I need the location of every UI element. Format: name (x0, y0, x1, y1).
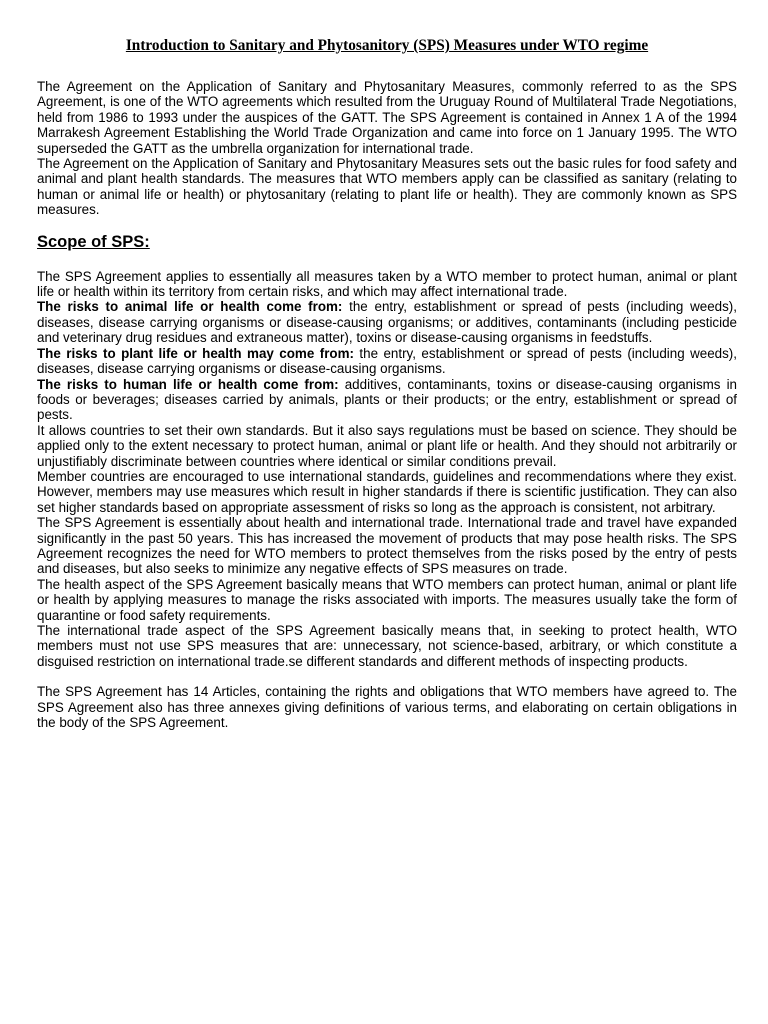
scope-heading: Scope of SPS: (37, 232, 150, 251)
plant-risk-label: The risks to plant life or health may come from: (37, 345, 354, 361)
document-title: Introduction to Sanitary and Phytosanitory (SPS) Measures under WTO regime (125, 37, 649, 54)
international-standards-paragraph: Member countries are encouraged to use international standards, guidelines and recommendations where they exist. However, members may use measures which result in higher standards if there is scientific justification. They can also set higher standards based on appropriate assessment of risks so long as the approach is consistent, not arbitrary. (37, 468, 737, 515)
health-trade-paragraph: The SPS Agreement is essentially about health and international trade. International trade and travel have expanded significantly in the past 50 years. This has increased the movement of products that may pose health risks. The SPS Agreement recognizes the need for WTO members to protect themselves from the risks posed by the entry of pests and diseases, but also seeks to minimize any negative effects of SPS measures on trade. (37, 515, 737, 577)
health-aspect-paragraph: The health aspect of the SPS Agreement basically means that WTO members can protect human, animal or plant life or health by applying measures to manage the risks associated with imports. The measures usually take the form of quarantine or food safety requirements. (37, 576, 737, 623)
scope-intro-paragraph: The SPS Agreement applies to essentially all measures taken by a WTO member to protect human, animal or plant life or health within its territory from certain risks, and which may affect international trade. (37, 268, 737, 300)
trade-aspect-paragraph: The international trade aspect of the SPS Agreement basically means that, in seeking to protect health, WTO members must not use SPS measures that are: unnecessary, not science-based, arbitrary, or which constitute a disguised restriction on international trade.se different standards and different methods of inspecting products. (37, 623, 737, 669)
animal-risk-label: The risks to animal life or health come from: (37, 299, 343, 315)
animal-risk-text: the entry, establishment or spread of pests (including weeds), diseases, disease carrying organisms or disease-causing organisms; or additives, contaminants (including pesticide and veterinary drug residues and extraneous matter), toxins or disease-causing organisms in feedstuffs. (37, 299, 737, 346)
human-risk-paragraph (37, 377, 737, 423)
intro-paragraph-2: The Agreement on the Application of Sanitary and Phytosanitary Measures sets out the basic rules for food safety and animal and plant health standards. The measures that WTO members apply can be classified as sanitary (relating to human or animal life or health) or phytosanitary (relating to plant life or health). They are commonly known as SPS measures. (37, 156, 737, 218)
human-risk-label: The risks to human life or health come from: (37, 376, 339, 392)
plant-risk-paragraph (37, 346, 737, 377)
animal-risk-paragraph (37, 299, 737, 345)
document-page (37, 37, 737, 730)
human-risk-text: additives, contaminants, toxins or disease-causing organisms in foods or beverages; diseases carried by animals, plants or their products; or the entry, establishment or spread of pests. (37, 376, 737, 423)
closing-paragraph: The SPS Agreement has 14 Articles, containing the rights and obligations that WTO members have agreed to. The SPS Agreement also has three annexes giving definitions of various terms, and elaborating on certain obligations in the body of the SPS Agreement. (37, 684, 737, 731)
plant-risk-text: the entry, establishment or spread of pests (including weeds), diseases, disease carrying organisms or disease-causing organisms. (37, 345, 737, 377)
standards-paragraph: It allows countries to set their own standards. But it also says regulations must be based on science. They should be applied only to the extent necessary to protect human, animal or plant life or health. And they should not arbitrarily or unjustifiably discriminate between countries where identical or similar conditions prevail. (37, 422, 737, 469)
intro-paragraph-1: The Agreement on the Application of Sanitary and Phytosanitary Measures, commonly referred to as the SPS Agreement, is one of the WTO agreements which resulted from the Uruguay Round of Multilateral Trade Negotiations, held from 1986 to 1993 under the auspices of the GATT. The SPS Agreement is contained in Annex 1 A of the 1994 Marrakesh Agreement Establishing the World Trade Organization and came into force on 1 January 1995. The WTO superseded the GATT as the umbrella organization for international trade. (37, 79, 737, 156)
